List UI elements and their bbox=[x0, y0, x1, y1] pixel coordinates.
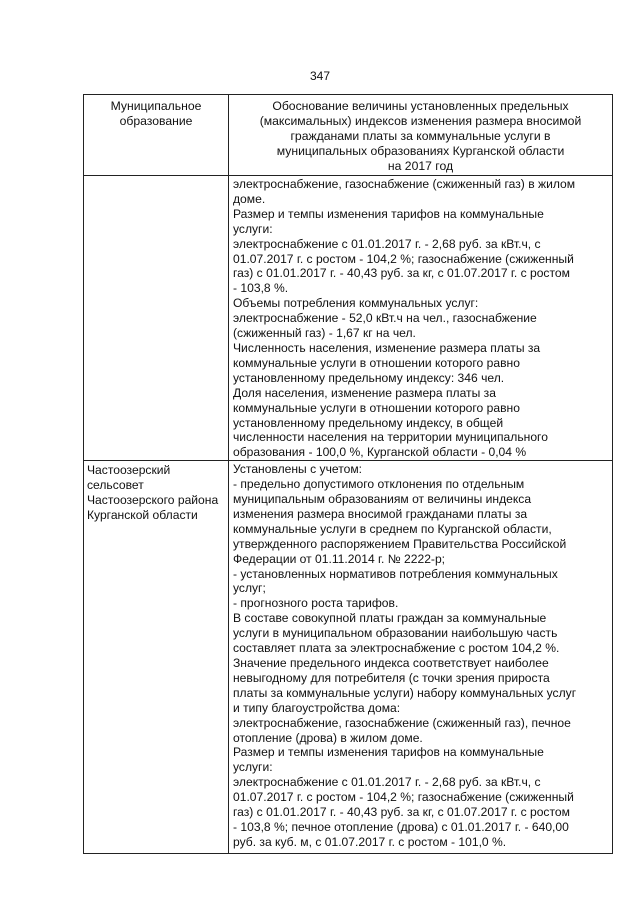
justification-text: Установлены с учетом: - предельно допустимого отклонения по отдельным муниципальным образованиям от величины индекса изменения размера вносимой гражданами платы за коммунальные услуги в среднем по Курганской области, утвержденного распоряжением Правительства Российской Федерации от 01.11.2014 г. № 2222-р; - установленных нормативов потребления коммунальных услуг; - прогнозного роста тарифов. В составе совокупной платы граждан за коммунальные услуги в муниципальном образовании наибольшую часть составляет плата за электроснабжение с ростом 104,2 %. Значение предельного индекса соответствует наиболее невыгодному для потребителя (с точки зрения прироста платы за коммунальные услуги) набору коммунальных услуг и типу благоустройства дома: электроснабжение, газоснабжение (сжиженный газ), печное отопление (дрова) в жилом доме. Размер и темпы изменения тарифов на коммунальные услуги: электроснабжение с 01.01.2017 г. - 2,68 руб. за кВт.ч, с 01.07.2017 г. с ростом - 104,2 %; газоснабжение (сжиженный газ) с 01.01.2017 г. - 40,43 руб. за кг, с 01.07.2017 г. с ростом - 103,8 %; печное отопление (дрова) с 01.01.2017 г. - 640,00 руб. за куб. м, с 01.07.2017 г. с ростом - 101,0 %. bbox=[233, 462, 577, 849]
table-row bbox=[84, 461, 613, 854]
municipality-cell bbox=[84, 176, 229, 461]
municipality-name: Частоозерский сельсовет Частоозерского района Курганской области bbox=[87, 463, 219, 522]
municipality-name bbox=[84, 176, 228, 178]
tariff-table bbox=[83, 94, 613, 854]
table-header-row bbox=[84, 95, 613, 176]
justification-cell bbox=[229, 176, 613, 461]
justification-text: электроснабжение, газоснабжение (сжиженный газ) в жилом доме. Размер и темпы изменения тарифов на коммунальные услуги: электроснабжение с 01.01.2017 г. - 2,68 руб. за кВт.ч, с 01.07.2017 г. с ростом - 104,2 %; газоснабжение (сжиженный газ) с 01.01.2017 г. - 40,43 руб. за кг, с 01.07.2017 г. с ростом - 103,8 %. Объемы потребления коммунальных услуг: электроснабжение - 52,0 кВт.ч на чел., газоснабжение (сжиженный газ) - 1,67 кг на чел. Численность населения, изменение размера платы за коммунальные услуги в отношении которого равно установленному предельному индексу: 346 чел. Доля населения, изменение размера платы за коммунальные услуги в отношении которого равно установленному предельному индексу, в общей численности населения на территории муниципального образования - 100,0 %, Курганской области - 0,04 % bbox=[233, 177, 576, 460]
justification-cell bbox=[229, 461, 613, 854]
header-municipality-label: Муниципальное образование bbox=[110, 99, 202, 128]
header-cell-justification bbox=[229, 95, 613, 176]
page-number: 347 bbox=[309, 69, 331, 83]
header-cell-municipality bbox=[84, 95, 229, 176]
header-justification-label: Обоснование величины установленных предельных (максимальных) индексов изменения размера вносимой гражданами платы за коммунальные услуги в муниципальных образованиях Курганской области на 2017 год bbox=[259, 99, 582, 173]
table-row bbox=[84, 176, 613, 461]
municipality-cell bbox=[84, 461, 229, 854]
